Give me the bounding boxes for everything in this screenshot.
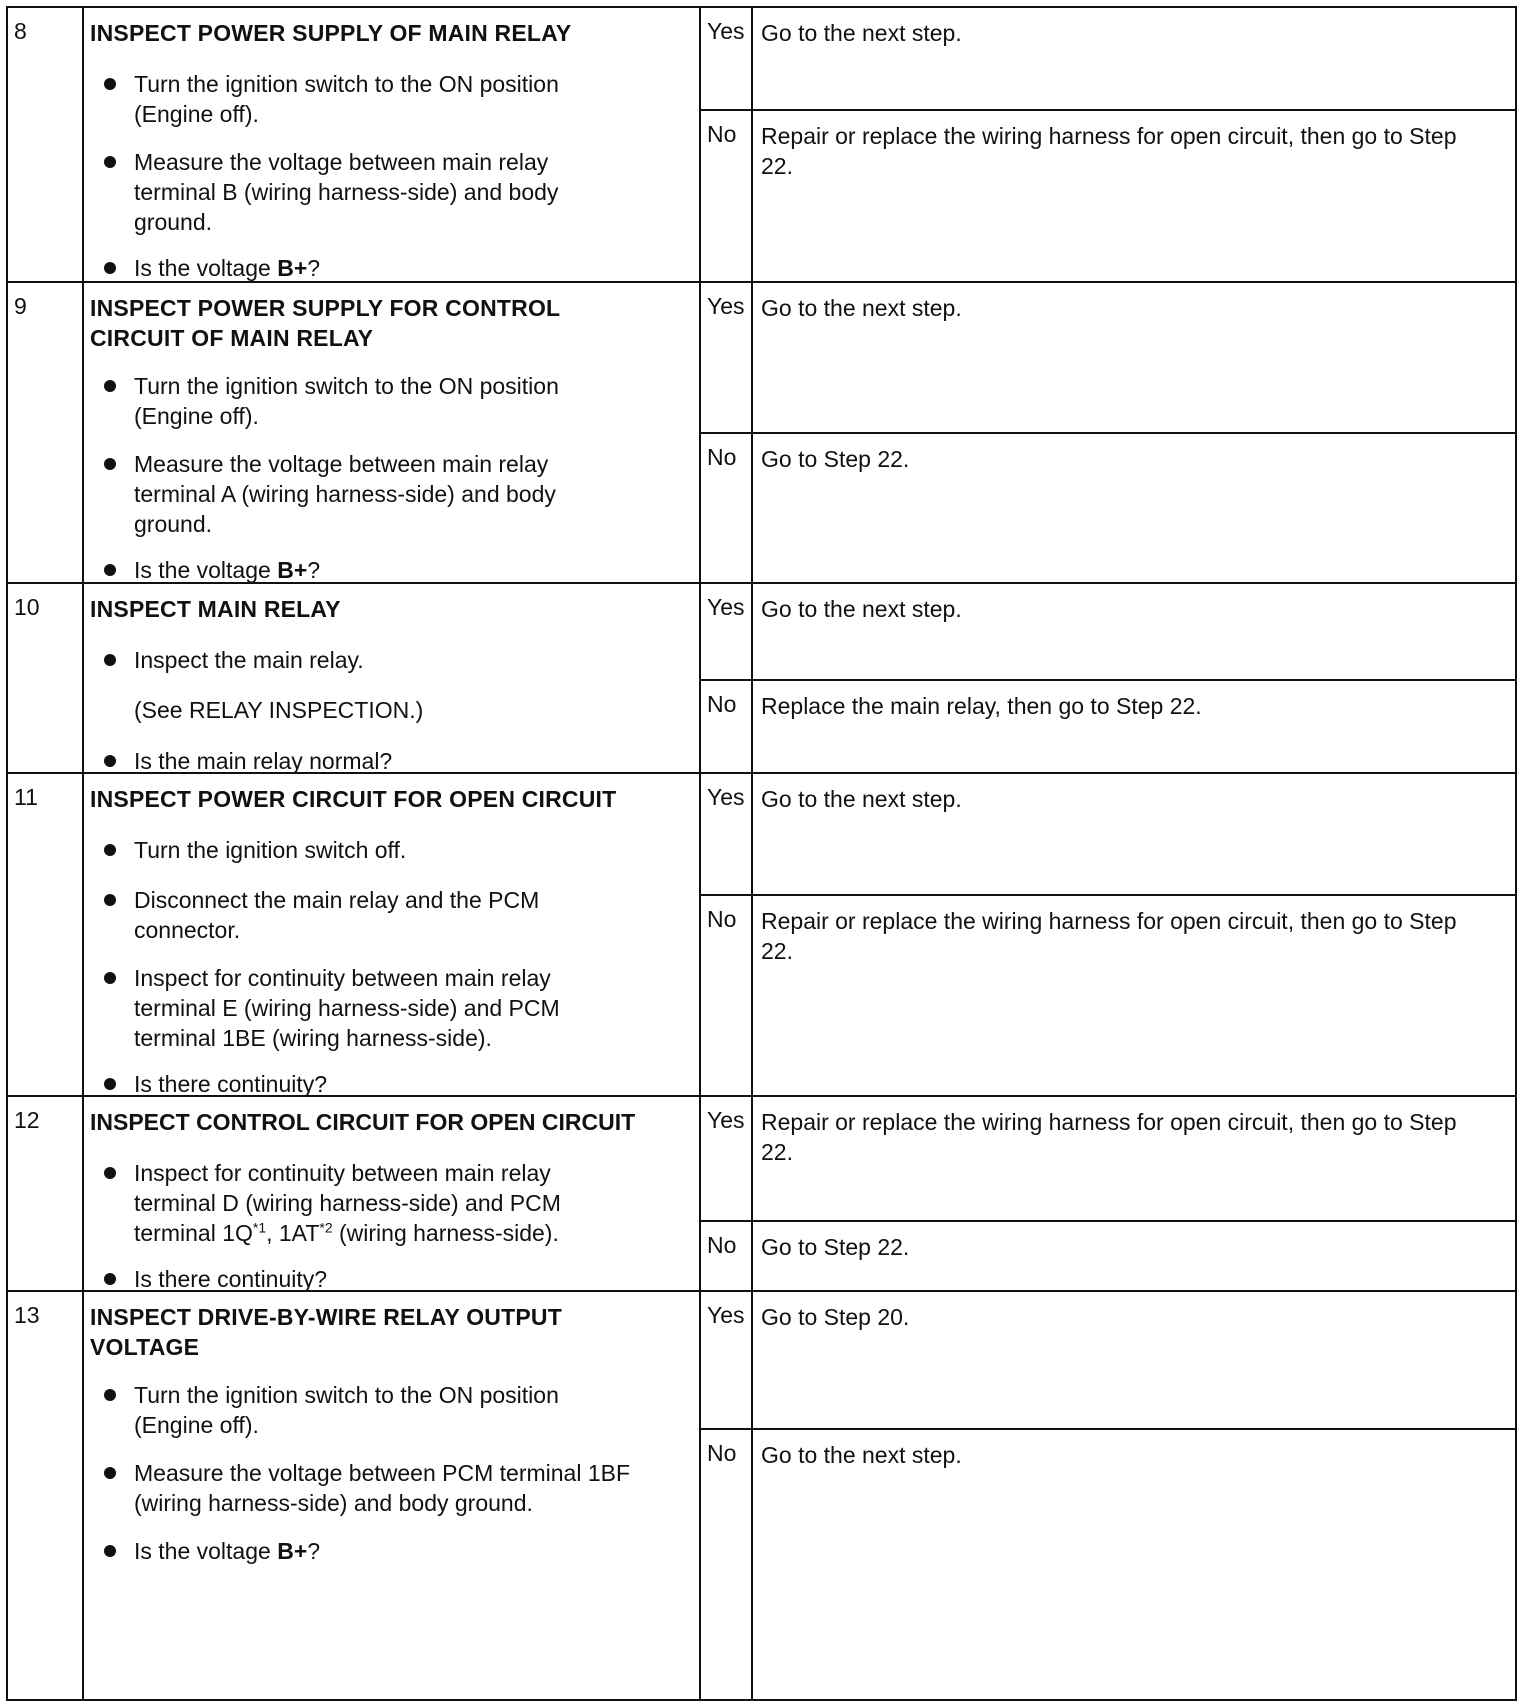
yes-branch — [701, 1292, 1515, 1428]
procedure-bullet: Turn the ignition switch off. — [134, 835, 634, 865]
yes-branch — [701, 8, 1515, 109]
bullet-icon — [104, 262, 116, 274]
step-number: 8 — [14, 18, 27, 44]
response-cell — [701, 283, 1515, 582]
bullet-icon — [104, 564, 116, 576]
answer-label-cell — [701, 434, 753, 582]
bullet-icon — [104, 755, 116, 767]
response-cell — [701, 1292, 1515, 1699]
answer-no: No — [707, 1440, 737, 1466]
yes-action: Go to the next step. — [761, 20, 962, 46]
procedure-question: Is the voltage B+? — [134, 253, 634, 283]
procedure-cell — [84, 8, 701, 281]
table-row-step-10 — [8, 582, 1515, 772]
step-title: INSPECT POWER SUPPLY OF MAIN RELAY — [90, 20, 572, 46]
step-title: INSPECT DRIVE-BY-WIRE RELAY OUTPUT VOLTAGE — [90, 1304, 562, 1360]
step-number-cell — [8, 584, 84, 772]
no-branch — [701, 1220, 1515, 1290]
procedure-bullet: Turn the ignition switch to the ON position (Engine off). — [134, 371, 634, 431]
table-row-step-11 — [8, 772, 1515, 1095]
answer-label-cell — [701, 584, 753, 679]
answer-label-cell — [701, 681, 753, 772]
table-row-step-9 — [8, 281, 1515, 582]
bullet-icon — [104, 78, 116, 90]
no-action: Replace the main relay, then go to Step 22. — [761, 693, 1202, 719]
response-cell — [701, 8, 1515, 281]
no-action: Go to Step 22. — [761, 1234, 910, 1260]
yes-action: Repair or replace the wiring harness for open circuit, then go to Step 22. — [761, 1109, 1457, 1165]
procedure-cell — [84, 1292, 701, 1699]
step-number: 12 — [14, 1107, 40, 1133]
step-title: INSPECT POWER SUPPLY FOR CONTROL CIRCUIT OF MAIN RELAY — [90, 295, 560, 351]
procedure-cell — [84, 584, 701, 772]
no-branch — [701, 1428, 1515, 1699]
bullet-icon — [104, 1545, 116, 1557]
no-action: Go to the next step. — [761, 1442, 962, 1468]
answer-label-cell — [701, 1222, 753, 1290]
step-number: 9 — [14, 293, 27, 319]
yes-action: Go to Step 20. — [761, 1304, 910, 1330]
no-action: Repair or replace the wiring harness for open circuit, then go to Step 22. — [761, 908, 1457, 964]
bullet-icon — [104, 654, 116, 666]
step-number: 11 — [14, 784, 38, 810]
table-row-step-13 — [8, 1290, 1515, 1699]
procedure-bullet: Measure the voltage between main relay terminal A (wiring harness-side) and body ground. — [134, 449, 634, 539]
procedure-bullet: Turn the ignition switch to the ON position (Engine off). — [134, 1380, 634, 1440]
answer-no: No — [707, 906, 737, 932]
answer-label-cell — [701, 1430, 753, 1699]
answer-yes: Yes — [707, 1302, 745, 1328]
yes-action: Go to the next step. — [761, 786, 962, 812]
yes-branch — [701, 1097, 1515, 1220]
bullet-icon — [104, 1467, 116, 1479]
step-number-cell — [8, 283, 84, 582]
response-cell — [701, 1097, 1515, 1290]
bullet-icon — [104, 156, 116, 168]
no-branch — [701, 894, 1515, 1095]
procedure-bullet: Measure the voltage between main relay terminal B (wiring harness-side) and body ground. — [134, 147, 634, 237]
step-title: INSPECT POWER CIRCUIT FOR OPEN CIRCUIT — [90, 786, 617, 812]
answer-yes: Yes — [707, 18, 745, 44]
procedure-cell — [84, 283, 701, 582]
answer-label-cell — [701, 1292, 753, 1428]
no-action: Go to Step 22. — [761, 446, 910, 472]
yes-action: Go to the next step. — [761, 295, 962, 321]
bullet-icon — [104, 844, 116, 856]
step-number: 13 — [14, 1302, 40, 1328]
no-branch — [701, 679, 1515, 772]
procedure-question: Is the main relay normal? — [134, 746, 634, 776]
answer-yes: Yes — [707, 1107, 745, 1133]
bullet-icon — [104, 1078, 116, 1090]
procedure-bullet: Inspect for continuity between main relay terminal E (wiring harness-side) and PCM terminal 1BE (wiring harness-side). — [134, 963, 634, 1053]
answer-label-cell — [701, 283, 753, 432]
bullet-icon — [104, 972, 116, 984]
step-number-cell — [8, 1292, 84, 1699]
answer-label-cell — [701, 111, 753, 281]
procedure-bullet: Inspect for continuity between main relay terminal D (wiring harness-side) and PCM terminal $1Q^{*1}$, 1AT$^{*2}$ (wiring harness-side). — [134, 1158, 634, 1248]
procedure-question: Is the voltage B+? — [134, 555, 634, 585]
yes-branch — [701, 283, 1515, 432]
step-number: 10 — [14, 594, 40, 620]
bullet-icon — [104, 380, 116, 392]
answer-no: No — [707, 444, 737, 470]
procedure-bullet: Disconnect the main relay and the PCM connector. — [134, 885, 634, 945]
no-branch — [701, 109, 1515, 281]
procedure-cell — [84, 1097, 701, 1290]
table-row-step-12 — [8, 1095, 1515, 1290]
response-cell — [701, 774, 1515, 1095]
step-title: INSPECT CONTROL CIRCUIT FOR OPEN CIRCUIT — [90, 1109, 636, 1135]
table-row-step-8 — [8, 8, 1515, 281]
answer-label-cell — [701, 896, 753, 1095]
troubleshooting-table — [6, 6, 1517, 1701]
procedure-cell — [84, 774, 701, 1095]
no-action: Repair or replace the wiring harness for open circuit, then go to Step 22. — [761, 123, 1457, 179]
answer-no: No — [707, 121, 737, 147]
step-number-cell — [8, 8, 84, 281]
bullet-icon — [104, 1389, 116, 1401]
bullet-icon — [104, 1273, 116, 1285]
procedure-bullet: Measure the voltage between PCM terminal 1BF (wiring harness-side) and body ground. — [134, 1458, 634, 1518]
procedure-question: Is there continuity? — [134, 1264, 634, 1294]
no-branch — [701, 432, 1515, 582]
answer-no: No — [707, 691, 737, 717]
yes-branch — [701, 774, 1515, 894]
yes-branch — [701, 584, 1515, 679]
procedure-question: Is the voltage B+? — [134, 1536, 634, 1566]
bullet-icon — [104, 1167, 116, 1179]
answer-yes: Yes — [707, 293, 745, 319]
procedure-bullet: Turn the ignition switch to the ON position (Engine off). — [134, 69, 634, 129]
answer-yes: Yes — [707, 594, 745, 620]
answer-yes: Yes — [707, 784, 745, 810]
answer-label-cell — [701, 774, 753, 894]
procedure-bullet: Inspect the main relay. — [134, 645, 634, 675]
step-title: INSPECT MAIN RELAY — [90, 596, 341, 622]
yes-action: Go to the next step. — [761, 596, 962, 622]
answer-label-cell — [701, 8, 753, 109]
response-cell — [701, 584, 1515, 772]
answer-label-cell — [701, 1097, 753, 1220]
procedure-question: Is there continuity? — [134, 1069, 634, 1099]
bullet-icon — [104, 894, 116, 906]
step-number-cell — [8, 1097, 84, 1290]
answer-no: No — [707, 1232, 737, 1258]
procedure-note: (See RELAY INSPECTION.) — [134, 697, 424, 723]
step-number-cell — [8, 774, 84, 1095]
bullet-icon — [104, 458, 116, 470]
